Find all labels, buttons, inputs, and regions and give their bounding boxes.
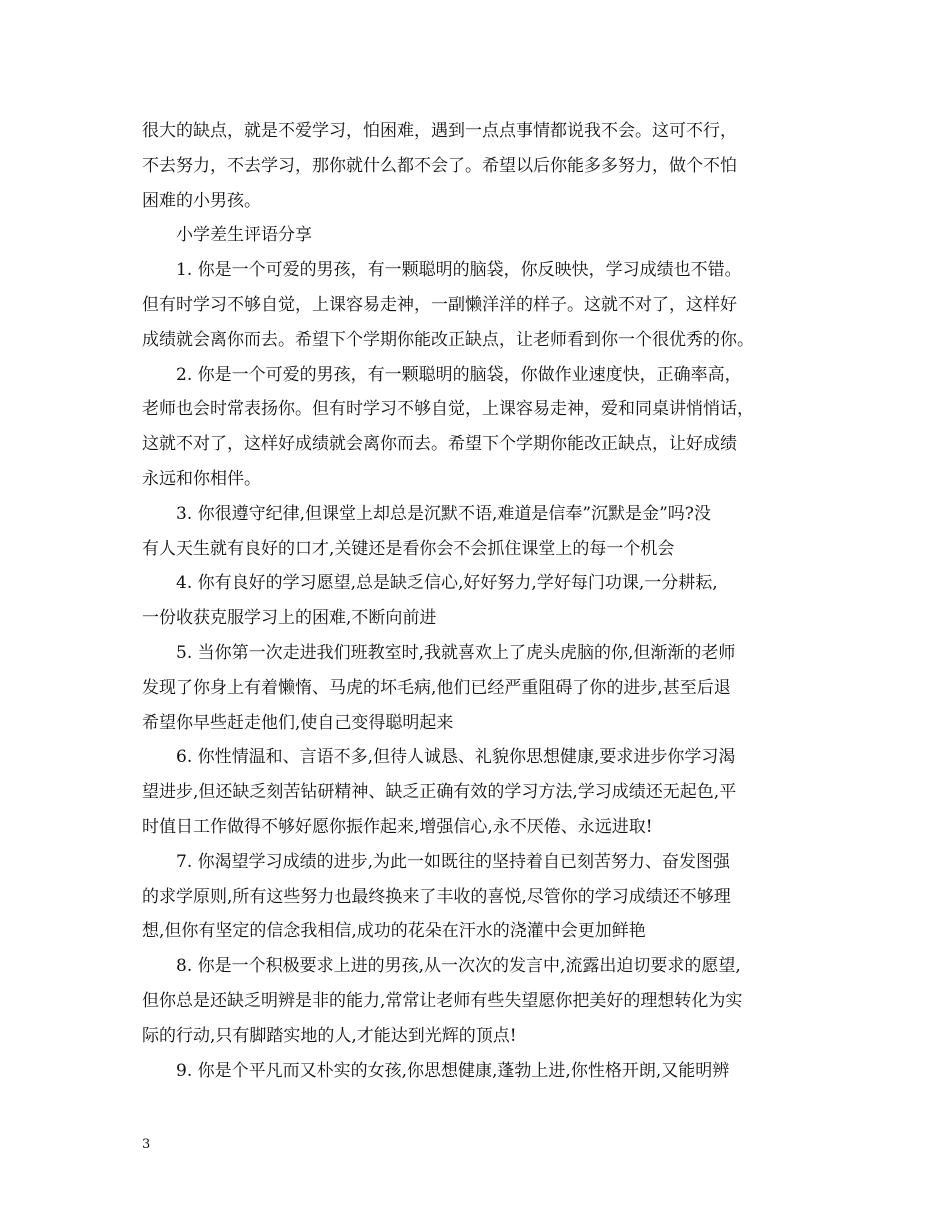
text-line: 不去努力，不去学习，那你就什么都不会了。希望以后你能多多努力，做个不怕: [142, 155, 737, 176]
comment-item-9-start: 9. 你是个平凡而又朴实的女孩,你思想健康,蓬勃上进,你性格开朗,又能明辨: [176, 1060, 730, 1081]
comment-item-2-start: 2. 你是一个可爱的男孩，有一颗聪明的脑袋，你做作业速度快，正确率高，: [176, 364, 742, 385]
comment-item-6-start: 6. 你性情温和、言语不多,但待人诚恳、礼貌你思想健康,要求进步你学习渴: [176, 747, 736, 768]
comment-item-8-start: 8. 你是一个积极要求上进的男孩,从一次次的发言中,流露出迫切要求的愿望,: [176, 956, 741, 977]
text-line: 希望你早些赶走他们,使自己变得聪明起来: [142, 712, 454, 733]
text-line: 但有时学习不够自觉，上课容易走神，一副懒洋洋的样子。这就不对了，这样好: [142, 294, 737, 315]
text-line: 的求学原则,所有这些努力也最终换来了丰收的喜悦,尽管你的学习成绩还不够理: [142, 886, 731, 907]
comment-item-5-start: 5. 当你第一次走进我们班教室时,我就喜欢上了虎头虎脑的你,但渐渐的老师: [176, 642, 736, 663]
text-line: 发现了你身上有着懒惰、马虎的坏毛病,他们已经严重阻碍了你的进步,甚至后退: [142, 677, 731, 698]
text-line: 时值日工作做得不够好愿你振作起来,增强信心,永不厌倦、永远进取!: [142, 816, 653, 837]
page-number: 3: [142, 1137, 151, 1152]
comment-item-1-start: 1. 你是一个可爱的男孩，有一颗聪明的脑袋，你反映快，学习成绩也不错。: [176, 260, 742, 281]
text-line: 老师也会时常表扬你。但有时学习不够自觉，上课容易走神，爱和同桌讲悄悄话，: [142, 399, 754, 420]
section-heading: 小学差生评语分享: [176, 225, 312, 246]
comment-item-7-start: 7. 你渴望学习成绩的进步,为此一如既往的坚持着自已刻苦努力、奋发图强: [176, 851, 731, 872]
text-line: 一份收获克服学习上的困难,不断向前进: [142, 608, 437, 629]
text-line: 成绩就会离你而去。希望下个学期你能改正缺点，让老师看到你一个很优秀的你。: [142, 329, 754, 350]
text-line: 望进步,但还缺乏刻苦钻研精神、缺乏正确有效的学习方法,学习成绩还无起色,平: [142, 782, 737, 803]
text-line: 永远和你相伴。: [142, 468, 261, 489]
text-line: 有人天生就有良好的口才,关键还是看你会不会抓住课堂上的每一个机会: [142, 538, 675, 559]
text-line: 困难的小男孩。: [142, 190, 261, 211]
comment-item-4-start: 4. 你有良好的学习愿望,总是缺乏信心,好好努力,学好每门功课,一分耕耘,: [176, 573, 718, 594]
text-line: 想,但你有坚定的信念我相信,成功的花朵在汗水的浇灌中会更加鲜艳: [142, 921, 646, 942]
text-line: 际的行动,只有脚踏实地的人,才能达到光辉的顶点!: [142, 1025, 517, 1046]
text-line: 很大的缺点，就是不爱学习，怕困难，遇到一点点事情都说我不会。这可不行，: [142, 121, 737, 141]
text-line: 这就不对了，这样好成绩就会离你而去。希望下个学期你能改正缺点，让好成绩: [142, 434, 737, 455]
comment-item-3-start: 3. 你很遵守纪律,但课堂上却总是沉默不语,难道是信奉”沉默是金”吗?没: [176, 503, 711, 524]
text-line: 但你总是还缺乏明辨是非的能力,常常让老师有些失望愿你把美好的理想转化为实: [142, 990, 743, 1011]
document-body: [142, 114, 814, 1088]
